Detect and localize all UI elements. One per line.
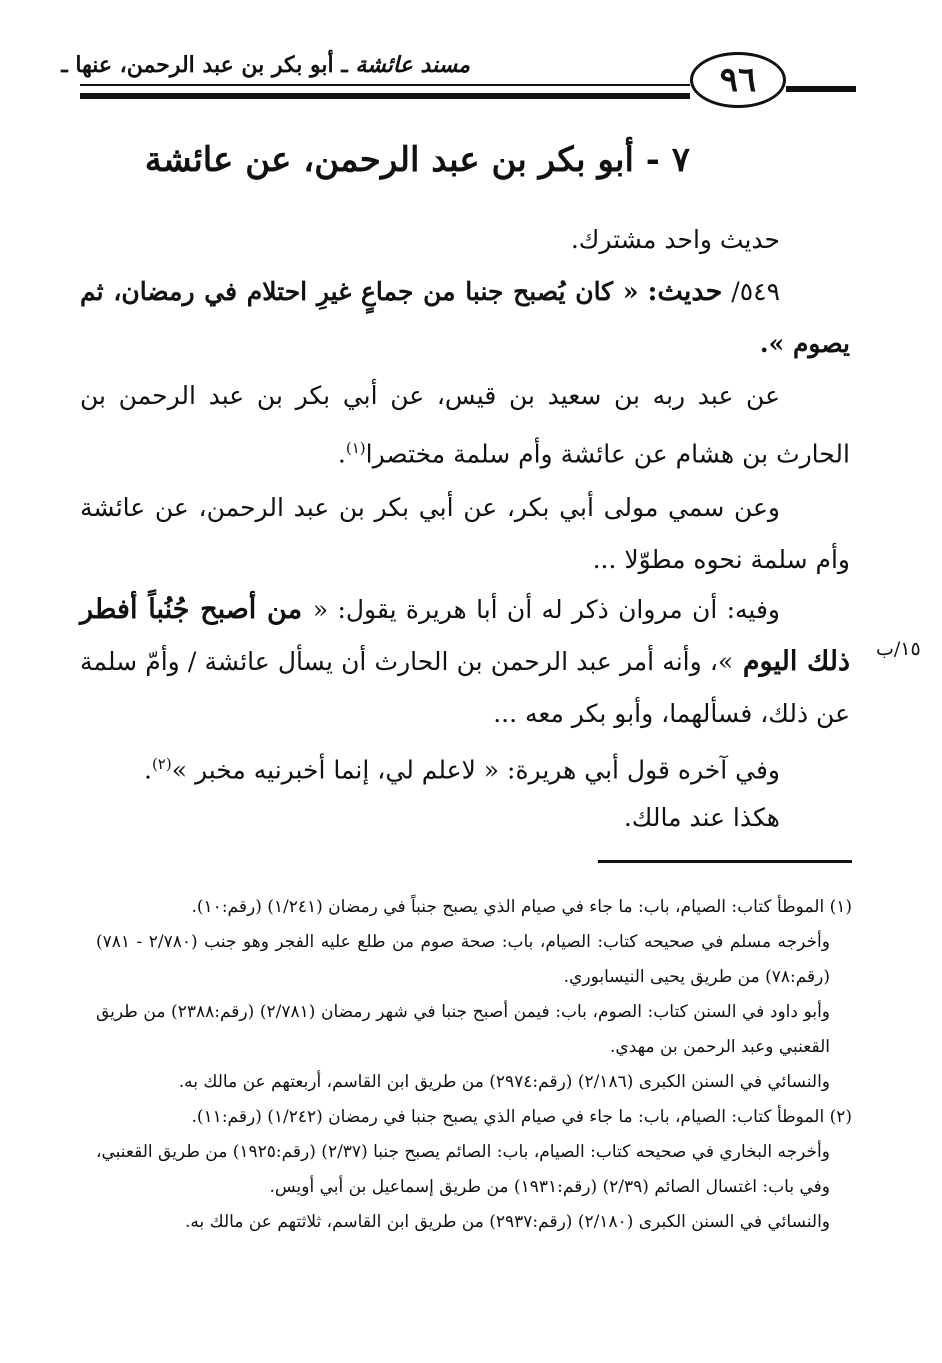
footnote-2-bukhari: وأخرجه البخاري في صحيحه كتاب: الصيام، باب: الصائم يصبح جنبا (٢/٣٧) (رقم:١٩٢٥) من طريق القعنبي، وفي باب: اغتسال الصائم (٢/٣٩) (رقم:١٩٣١) من طريق إسماعيل بن أبي أويس. — [96, 1142, 830, 1197]
hadith-label: حديث: — [647, 276, 723, 307]
footnote-separator — [598, 860, 852, 863]
page-number-text: ٩٦ — [719, 60, 757, 100]
paragraph-3-quote: من أصبح جُنُباً أفطر ذلك اليوم — [80, 594, 850, 677]
footnote-ref-1[interactable]: (١) — [345, 439, 366, 457]
running-head-title: مسند عائشة — [355, 52, 470, 78]
header-rule-thin — [80, 84, 690, 86]
footnote-1: (١) الموطأ كتاب: الصيام، باب: ما جاء في صيام الذي يصبح جنباً في رمضان (١/٢٤١) (رقم:١٠). — [191, 897, 852, 917]
paragraph-4-text: وفي آخره قول أبي هريرة: « لاعلم لي، إنما أخبرنيه مخبر » — [171, 755, 780, 785]
paragraph-1-text: عن عبد ربه بن سعيد بن قيس، عن أبي بكر بن عبد الرحمن بن الحارث بن هشام عن عائشة وأم سلمة مختصرا — [80, 381, 850, 469]
footnote-1-muslim: وأخرجه مسلم في صحيحه كتاب: الصيام، باب: صحة صوم من طلع عليه الفجر وهو جنب (٢/٧٨٠ - ٧٨١) (رقم:٧٨) من طريق يحيى النيسابوري. — [96, 932, 830, 987]
hadith-paragraph — [80, 266, 850, 370]
footnote-2: (٢) الموطأ كتاب: الصيام، باب: ما جاء في صيام الذي يصبح جنبا في رمضان (١/٢٤٢) (رقم:١١). — [191, 1107, 852, 1127]
hadith-number: ٥٤٩/ — [731, 277, 781, 306]
footnote-1-abudawud: وأبو داود في السنن كتاب: الصوم، باب: فيمن أصبح جنبا في شهر رمضان (٢/٧٨١) (رقم:٢٣٨٨) من طريق القعنبي وعبد الرحمن بن مهدي. — [96, 1002, 831, 1057]
paragraph-3-rest: »، وأنه أمر عبد الرحمن بن الحارث أن يسأل عائشة / وأمّ سلمة عن ذلك، فسألهما، وأبو بكر معه ... — [80, 647, 850, 728]
paragraph-2-text: وعن سمي مولى أبي بكر، عن أبي بكر بن عبد الرحمن، عن عائشة وأم سلمة نحوه مطوّلا ... — [80, 493, 850, 574]
intro-paragraph — [80, 214, 850, 266]
hadith-text: « كان يُصبح جنبا من جماعٍ غيرِ احتلام في رمضان، ثم يصوم ». — [80, 277, 850, 358]
paragraph-chain-1: عن عبد ربه بن سعيد بن قيس، عن أبي بكر بن عبد الرحمن بن الحارث بن هشام عن عائشة وأم سلمة مختصرا$^{(١)}$. — [80, 381, 850, 469]
page-number — [690, 52, 786, 108]
paragraph-chain-2 — [80, 482, 850, 586]
paragraph-chain-5 — [80, 792, 850, 844]
footnote-1-nasai: والنسائي في السنن الكبرى (٢/١٨٦) (رقم:٢٩٧٤) من طريق ابن القاسم، أربعتهم عن مالك به. — [178, 1072, 830, 1092]
footnotes — [96, 890, 852, 1240]
running-head — [61, 52, 470, 78]
paragraph-5-text: هكذا عند مالك. — [623, 803, 780, 832]
footnote-ref-2[interactable]: (٢) — [151, 755, 172, 773]
chapter-title: ٧ - أبو بكر بن عبد الرحمن، عن عائشة — [144, 140, 690, 180]
header-rule-thick — [80, 93, 690, 99]
footnote-2-nasai: والنسائي في السنن الكبرى (٢/١٨٠) (رقم:٢٩٣٧) من طريق ابن القاسم، ثلاثتهم عن مالك به. — [185, 1212, 830, 1232]
margin-folio-note: ١٥/ب — [876, 638, 921, 660]
paragraph-chain-3 — [80, 584, 850, 740]
paragraph-chain-4: وفي آخره قول أبي هريرة: « لاعلم لي، إنما أخبرنيه مخبر »$^{(٢)}$. — [143, 755, 780, 785]
header-rule-right — [786, 86, 856, 92]
paragraph-3-start: وفيه: أن مروان ذكر له أن أبا هريرة يقول: « — [312, 595, 781, 624]
intro-text: حديث واحد مشترك. — [570, 225, 780, 254]
running-head-subtitle: ـ أبو بكر بن عبد الرحمن، عنها ـ — [61, 52, 356, 78]
